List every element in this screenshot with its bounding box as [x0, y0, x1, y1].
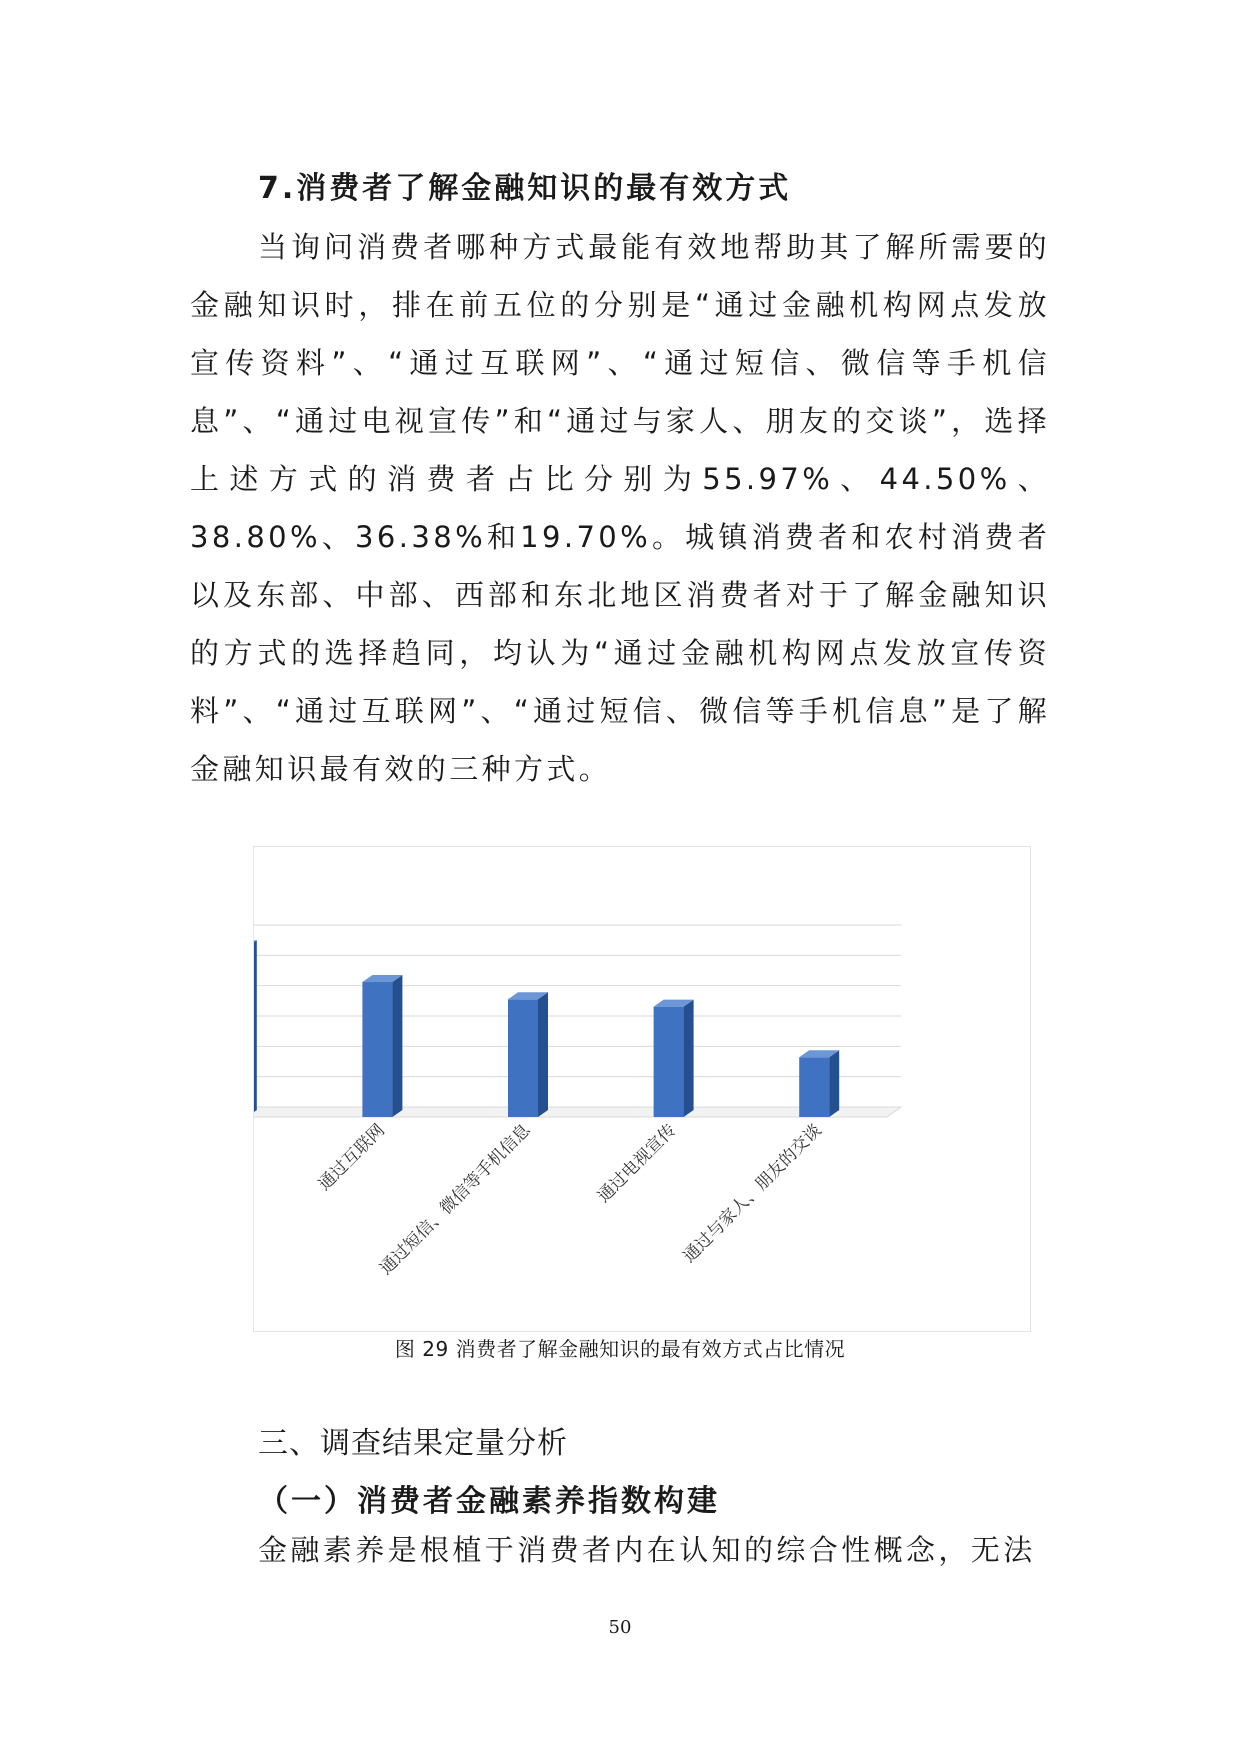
page-number: 50 [608, 1617, 632, 1638]
x-tick-label: 通过短信、微信等手机信息 [376, 1120, 535, 1279]
bar [508, 999, 538, 1117]
bar [799, 1057, 829, 1117]
section-paragraph: 当询问消费者哪种方式最能有效地帮助其了解所需要的金融知识时，排在前五位的分别是“通过金融机构网点发放宣传资料”、“通过互联网”、“通过短信、微信等手机信息”、“通过电视宣传”和“通过与家人、朋友的交谈”，选择上述方式的消费者占比分别为55.97%、44.50%、38.80%、36.38%和19.70%。城镇消费者和农村消费者以及东部、中部、西部和东北地区消费者对于了解金融知识的方式的选择趋同，均认为“通过金融机构网点发放宣传资料”、“通过互联网”、“通过短信、微信等手机信息”是了解金融知识最有效的三种方式。 [190, 230, 1050, 786]
x-tick-label: 通过电视宣传 [593, 1120, 681, 1207]
section-heading: 7.消费者了解金融知识的最有效方式 [258, 171, 792, 206]
section3-heading: 三、调查结果定量分析 [258, 1426, 568, 1461]
bar-side [254, 940, 257, 1117]
chart [253, 846, 1031, 1332]
section3-paragraph: 金融素养是根植于消费者内在认知的综合性概念，无法 [258, 1533, 1036, 1567]
bar-side [538, 992, 548, 1117]
bar [654, 1007, 684, 1117]
x-tick-label: 通过互联网 [314, 1120, 389, 1195]
bar-side [684, 1000, 694, 1117]
bar [362, 982, 392, 1117]
x-tick-label: 通过与家人、朋友的交谈 [679, 1120, 826, 1267]
section3-subheading: （一）消费者金融素养指数构建 [258, 1484, 720, 1519]
bar-side [392, 975, 402, 1117]
figure-caption: 图 29 消费者了解金融知识的最有效方式占比情况 [394, 1337, 846, 1361]
bar-side [829, 1050, 839, 1117]
bar-chart-svg [254, 847, 1032, 1333]
